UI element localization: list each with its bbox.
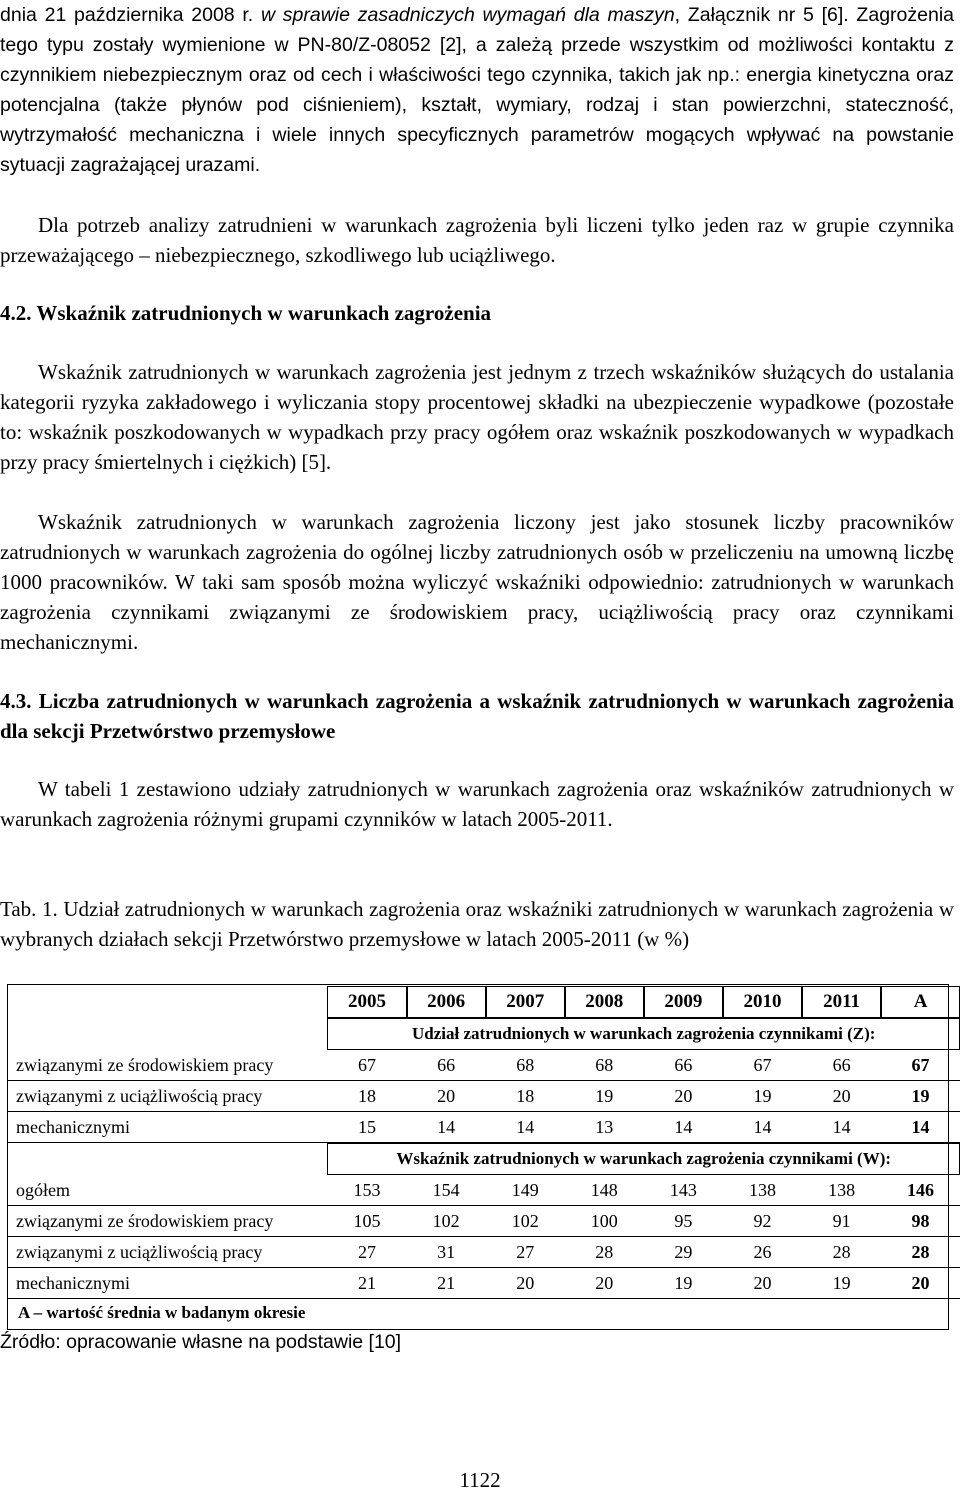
table-cell: 138 (802, 1175, 881, 1206)
table-cell: 19 (802, 1268, 881, 1299)
table-cell: 14 (407, 1112, 486, 1143)
table-cell: 20 (802, 1081, 881, 1112)
section-4-3-paragraph: W tabeli 1 zestawiono udziały zatrudnionych w warunkach zagrożenia oraz wskaźników zatrudnionych w warunkach zagrożenia różnymi grupami czynników w latach 2005-2011. (0, 777, 954, 831)
average-cell: 98 (881, 1206, 960, 1237)
average-cell: 146 (881, 1175, 960, 1206)
column-header: 2011 (802, 986, 881, 1018)
section-1-title: Udział zatrudnionych w warunkach zagrożenia czynnikami (Z): (327, 1018, 960, 1050)
table-cell: 13 (565, 1112, 644, 1143)
table-cell: 18 (486, 1081, 565, 1112)
row-label: związanymi ze środowiskiem pracy (8, 1206, 327, 1237)
table-cell: 148 (565, 1175, 644, 1206)
table-row (8, 1112, 960, 1143)
table-cell: 92 (723, 1206, 802, 1237)
table-header-row (8, 986, 960, 1018)
table-caption: Tab. 1. Udział zatrudnionych w warunkach zagrożenia oraz wskaźniki zatrudnionych w warunkach zagrożenia w wybranych działach sekcji Przetwórstwo przemysłowe w latach 2005-2011 (w %) (0, 897, 954, 951)
table-source: Źródło: opracowanie własne na podstawie [10] (0, 1331, 402, 1353)
table-cell: 15 (327, 1112, 406, 1143)
row-label: związanymi ze środowiskiem pracy (8, 1050, 327, 1081)
table-cell: 27 (486, 1237, 565, 1268)
intro-text-end: , Załącznik nr 5 [6]. Zagrożenia tego typu zostały wymienione w PN-80/Z-08052 [2], a zależą przede wszystkim od możliwości kontaktu z czynnikiem niebezpiecznym oraz od cech i właściwości tego czynnika, takich jak np.: energia kinetyczna oraz potencjalna (także płynów pod ciśnieniem), kształt, wymiary, rodzaj i stan powierzchni, stateczność, wytrzymałość mechaniczna i wiele innych specyficznych parametrów mogących wpływać na powstanie sytuacji zagrażającej urazami. (0, 4, 954, 176)
table-cell: 14 (644, 1112, 723, 1143)
column-header: 2005 (327, 986, 406, 1018)
table-cell: 19 (565, 1081, 644, 1112)
table-cell: 102 (407, 1206, 486, 1237)
table-cell: 66 (802, 1050, 881, 1081)
average-cell: 28 (881, 1237, 960, 1268)
section-title-spacer (8, 1018, 327, 1050)
table-cell: 20 (407, 1081, 486, 1112)
intro-text-start: dnia 21 października 2008 r. (0, 4, 261, 26)
column-header: 2009 (644, 986, 723, 1018)
table-cell: 105 (327, 1206, 406, 1237)
table-cell: 143 (644, 1175, 723, 1206)
table-cell: 14 (486, 1112, 565, 1143)
table-cell: 138 (723, 1175, 802, 1206)
column-header: A (881, 986, 960, 1018)
table-cell: 21 (327, 1268, 406, 1299)
average-cell: 14 (881, 1112, 960, 1143)
table-cell: 154 (407, 1175, 486, 1206)
table-cell: 26 (723, 1237, 802, 1268)
page-number: 1122 (459, 1468, 501, 1492)
table-row (8, 1081, 960, 1112)
table-row (8, 1237, 960, 1268)
column-header: 2008 (565, 986, 644, 1018)
table-cell: 91 (802, 1206, 881, 1237)
table-cell: 18 (327, 1081, 406, 1112)
row-label: związanymi z uciążliwością pracy (8, 1081, 327, 1112)
row-label: mechanicznymi (8, 1112, 327, 1143)
table-cell: 67 (723, 1050, 802, 1081)
section-4-3-heading: 4.3. Liczba zatrudnionych w warunkach zagrożenia a wskaźnik zatrudnionych w warunkach zagrożenia dla sekcji Przetwórstwo przemysłowe (0, 689, 954, 743)
column-header: 2007 (486, 986, 565, 1018)
header-empty-cell (8, 986, 327, 1018)
table-cell: 95 (644, 1206, 723, 1237)
analysis-note-paragraph: Dla potrzeb analizy zatrudnieni w warunkach zagrożenia byli liczeni tylko jeden raz w grupie czynnika przeważającego – niebezpiecznego, szkodliwego lub uciążliwego. (0, 213, 954, 267)
table-cell: 28 (802, 1237, 881, 1268)
column-header: 2010 (723, 986, 802, 1018)
average-cell: 67 (881, 1050, 960, 1081)
table-cell: 20 (486, 1268, 565, 1299)
table-cell: 66 (407, 1050, 486, 1081)
table-cell: 68 (565, 1050, 644, 1081)
average-cell: 20 (881, 1268, 960, 1299)
table-cell: 31 (407, 1237, 486, 1268)
table-cell: 66 (644, 1050, 723, 1081)
table-cell: 20 (644, 1081, 723, 1112)
table-cell: 153 (327, 1175, 406, 1206)
section-4-2-paragraph-1: Wskaźnik zatrudnionych w warunkach zagrożenia jest jednym z trzech wskaźników służących do ustalania kategorii ryzyka zakładowego i wyliczania stopy procentowej składki na ubezpieczenie wypadkowe (pozostałe to: wskaźnik poszkodowanych w wypadkach przy pracy ogółem oraz wskaźnik poszkodowanych w wypadkach przy pracy śmiertelnych i ciężkich) [5]. (0, 360, 954, 474)
table-cell: 100 (565, 1206, 644, 1237)
average-cell: 19 (881, 1081, 960, 1112)
table-row (8, 1206, 960, 1237)
table-row (8, 1268, 960, 1299)
table-cell: 29 (644, 1237, 723, 1268)
section-2-title: Wskaźnik zatrudnionych w warunkach zagrożenia czynnikami (W): (327, 1143, 960, 1175)
table-cell: 67 (327, 1050, 406, 1081)
table-row (8, 1175, 960, 1206)
row-label: mechanicznymi (8, 1268, 327, 1299)
table-cell: 21 (407, 1268, 486, 1299)
table-cell: 68 (486, 1050, 565, 1081)
section-title-row (8, 1018, 960, 1050)
section-4-2-heading: 4.2. Wskaźnik zatrudnionych w warunkach zagrożenia (0, 301, 492, 325)
table-cell: 14 (802, 1112, 881, 1143)
table-cell: 28 (565, 1237, 644, 1268)
table-cell: 149 (486, 1175, 565, 1206)
table-cell: 20 (723, 1268, 802, 1299)
table-legend-note: A – wartość średnia w badanym okresie (18, 1303, 306, 1322)
column-header: 2006 (407, 986, 486, 1018)
row-label: związanymi z uciążliwością pracy (8, 1237, 327, 1268)
section-title-row (8, 1143, 960, 1175)
table-row (8, 1050, 960, 1081)
table-cell: 14 (723, 1112, 802, 1143)
table-cell: 19 (723, 1081, 802, 1112)
intro-italic-title: w sprawie zasadniczych wymagań dla maszyn (260, 4, 675, 26)
row-label: ogółem (8, 1175, 327, 1206)
section-4-2-paragraph-2: Wskaźnik zatrudnionych w warunkach zagrożenia liczony jest jako stosunek liczby pracowników zatrudnionych w warunkach zagrożenia do ogólnej liczby zatrudnionych osób w przeliczeniu na umowną liczbę 1000 pracowników. W taki sam sposób można wyliczyć wskaźniki odpowiednio: zatrudnionych w warunkach zagrożenia czynnikami związanymi ze środowiskiem pracy, uciążliwością pracy oraz czynnikami mechanicznymi. (0, 510, 954, 654)
data-table (8, 986, 960, 1299)
table-cell: 20 (565, 1268, 644, 1299)
section-title-spacer (8, 1143, 327, 1175)
table-cell: 27 (327, 1237, 406, 1268)
intro-paragraph (0, 0, 954, 180)
table-cell: 19 (644, 1268, 723, 1299)
table-cell: 102 (486, 1206, 565, 1237)
